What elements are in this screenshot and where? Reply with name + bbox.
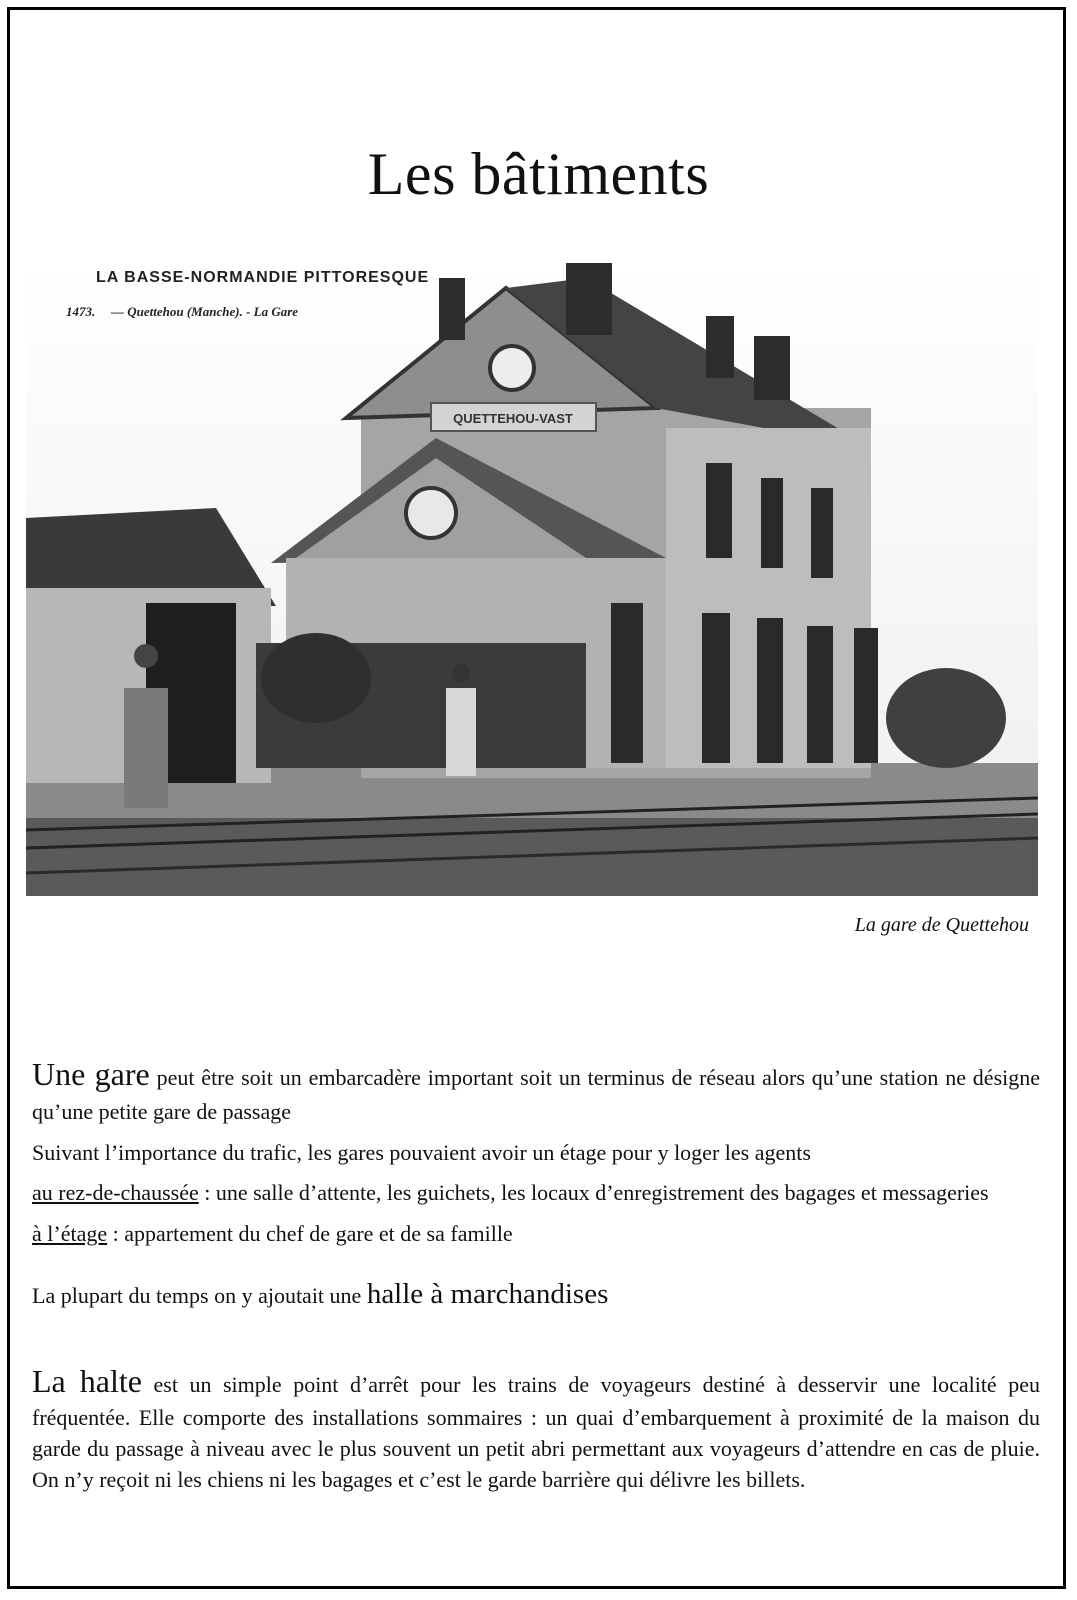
- station-photo: [26, 258, 1038, 896]
- label-rez-de-chaussee: au rez-de-chaussée: [32, 1180, 199, 1206]
- paragraph-rez-de-chaussee: au rez-de-chaussée : une salle d’attente, les guichets, les locaux d’enregistrement des bagages et messageries: [32, 1180, 989, 1206]
- photo-caption: La gare de Quettehou: [854, 914, 1029, 936]
- paragraph-trafic: Suivant l’importance du trafic, les gares pouvaient avoir un étage pour y loger les agents: [32, 1139, 811, 1165]
- postcard-header: LA BASSE-NORMANDIE PITTORESQUE: [96, 269, 430, 286]
- label-etage: à l’étage: [32, 1221, 108, 1247]
- body-text: [32, 1052, 1040, 1506]
- paragraph-halte: La halte est un simple point d’arrêt pour les trains de voyageurs destiné à desservir une localité peu fréquentée. Elle comporte des installations sommaires : un quai d’embarquement à proximité de la maison du garde du passage à niveau avec le plus souvent un petit abri permettant aux voyageurs d’attendre en cas de pluie. On n’y reçoit ni les chiens ni les bagages et c’est le garde barrière qui délivre les billets.: [32, 1362, 1040, 1492]
- paragraph-etage: à l’étage : appartement du chef de gare et de sa famille: [32, 1221, 513, 1247]
- paragraph-halle: La plupart du temps on y ajoutait une halle à marchandises: [32, 1277, 609, 1310]
- station-sign: QUETTEHOU-VAST: [453, 411, 573, 426]
- postcard-location: — Quettehou (Manche). - La Gare: [111, 304, 299, 319]
- paragraph-gare: Une gare peut être soit un embarcadère important soit un terminus de réseau alors qu’une station ne désigne qu’une petite gare de passage: [32, 1056, 1041, 1124]
- term-halte: La halte: [32, 1362, 142, 1399]
- term-gare: Une gare: [32, 1056, 150, 1092]
- postcard-number: 1473.: [66, 304, 96, 319]
- term-halle: halle à marchandises: [366, 1277, 609, 1310]
- page-title: Les bâtiments: [367, 141, 710, 207]
